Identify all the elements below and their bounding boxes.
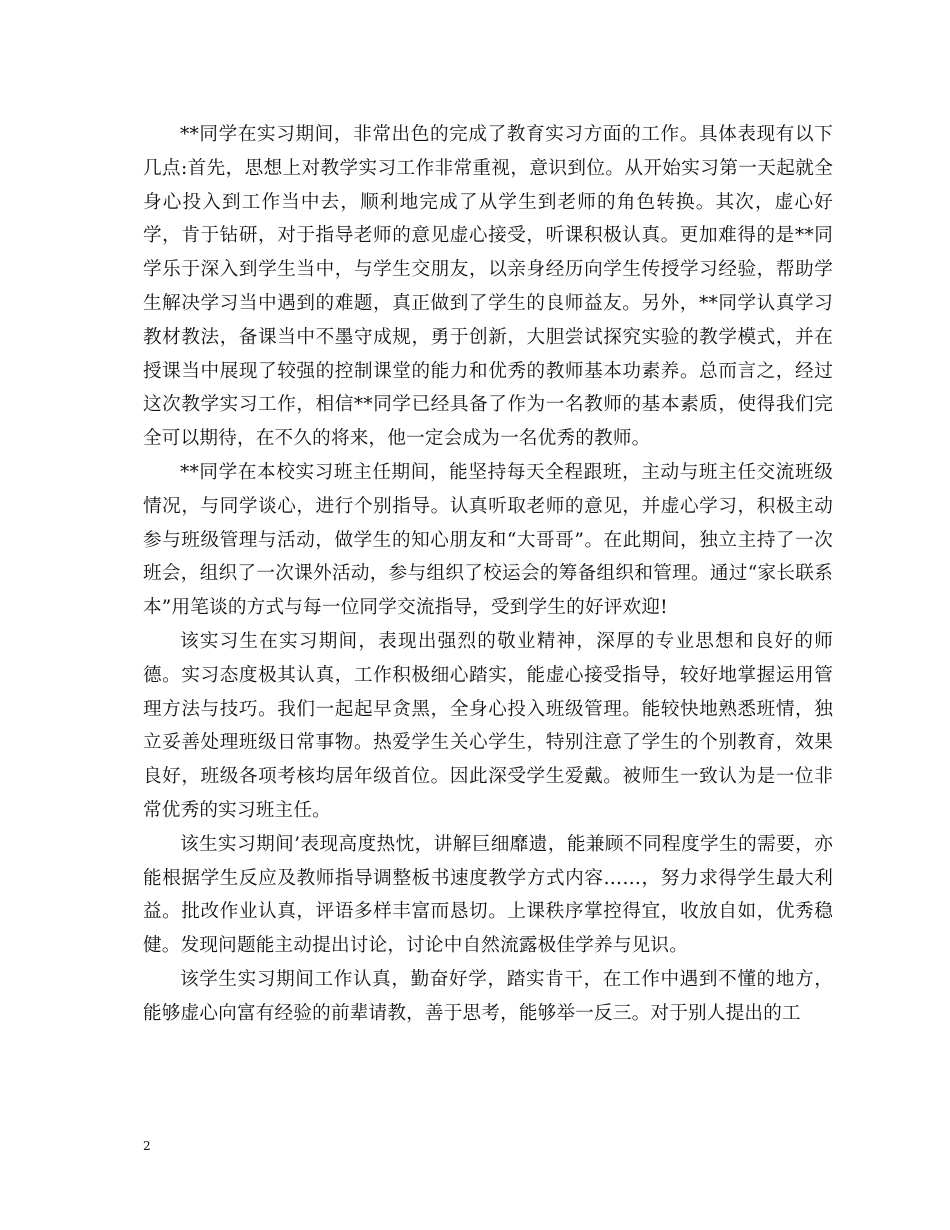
paragraph-5: 该学生实习期间工作认真，勤奋好学，踏实肯干，在工作中遇到不懂的地方，能够虚心向富有经验的前辈请教，善于思考，能够举一反三。对于别人提出的工 [143, 968, 833, 1024]
paragraph-3: 该实习生在实习期间，表现出强烈的敬业精神，深厚的专业思想和良好的师德。实习态度极其认真，工作积极细心踏实，能虚心接受指导，较好地掌握运用管理方法与技巧。我们一起起早贪黑，全身心投入班级管理。能较快地熟悉班情，独立妥善处理班级日常事物。热爱学生关心学生，特别注意了学生的个别教育，效果良好，班级各项考核均居年级首位。因此深受学生爱戴。被师生一致认为是一位非常优秀的实习班主任。 [143, 630, 833, 821]
paragraph-2: **同学在本校实习班主任期间，能坚持每天全程跟班，主动与班主任交流班级情况，与同学谈心，进行个别指导。认真听取老师的意见，并虚心学习，积极主动参与班级管理与活动，做学生的知心朋友和“大哥哥”。在此期间，独立主持了一次班会，组织了一次课外活动，参与组织了校运会的筹备组织和管理。通过“家长联系本”用笔谈的方式与每一位同学交流指导，受到学生的好评欢迎! [143, 461, 833, 619]
paragraph-1: **同学在实习期间，非常出色的完成了教育实习方面的工作。具体表现有以下几点:首先，思想上对教学实习工作非常重视，意识到位。从开始实习第一天起就全身心投入到工作当中去，顺利地完成了从学生到老师的角色转换。其次，虚心好学，肯于钻研，对于指导老师的意见虚心接受，听课积极认真。更加难得的是**同学乐于深入到学生当中，与学生交朋友，以亲身经历向学生传授学习经验，帮助学生解决学习当中遇到的难题，真正做到了学生的良师益友。另外，**同学认真学习教材教法，备课当中不墨守成规，勇于创新，大胆尝试探究实验的教学模式，并在授课当中展现了较强的控制课堂的能力和优秀的教师基本功素养。总而言之，经过这次教学实习工作，相信**同学已经具备了作为一名教师的基本素质，使得我们完全可以期待，在不久的将来，他一定会成为一名优秀的教师。 [143, 124, 833, 450]
paragraph-4: 该生实习期间’表现高度热忱，讲解巨细靡遗，能兼顾不同程度学生的需要，亦能根据学生反应及教师指导调整板书速度教学方式内容……，努力求得学生最大利益。批改作业认真，评语多样丰富而恳切。上课秩序掌控得宜，收放自如，优秀稳健。发现问题能主动提出讨论，讨论中自然流露极佳学养与见识。 [143, 833, 833, 957]
page-number: 2 [143, 1139, 151, 1153]
document-body [143, 118, 833, 1031]
